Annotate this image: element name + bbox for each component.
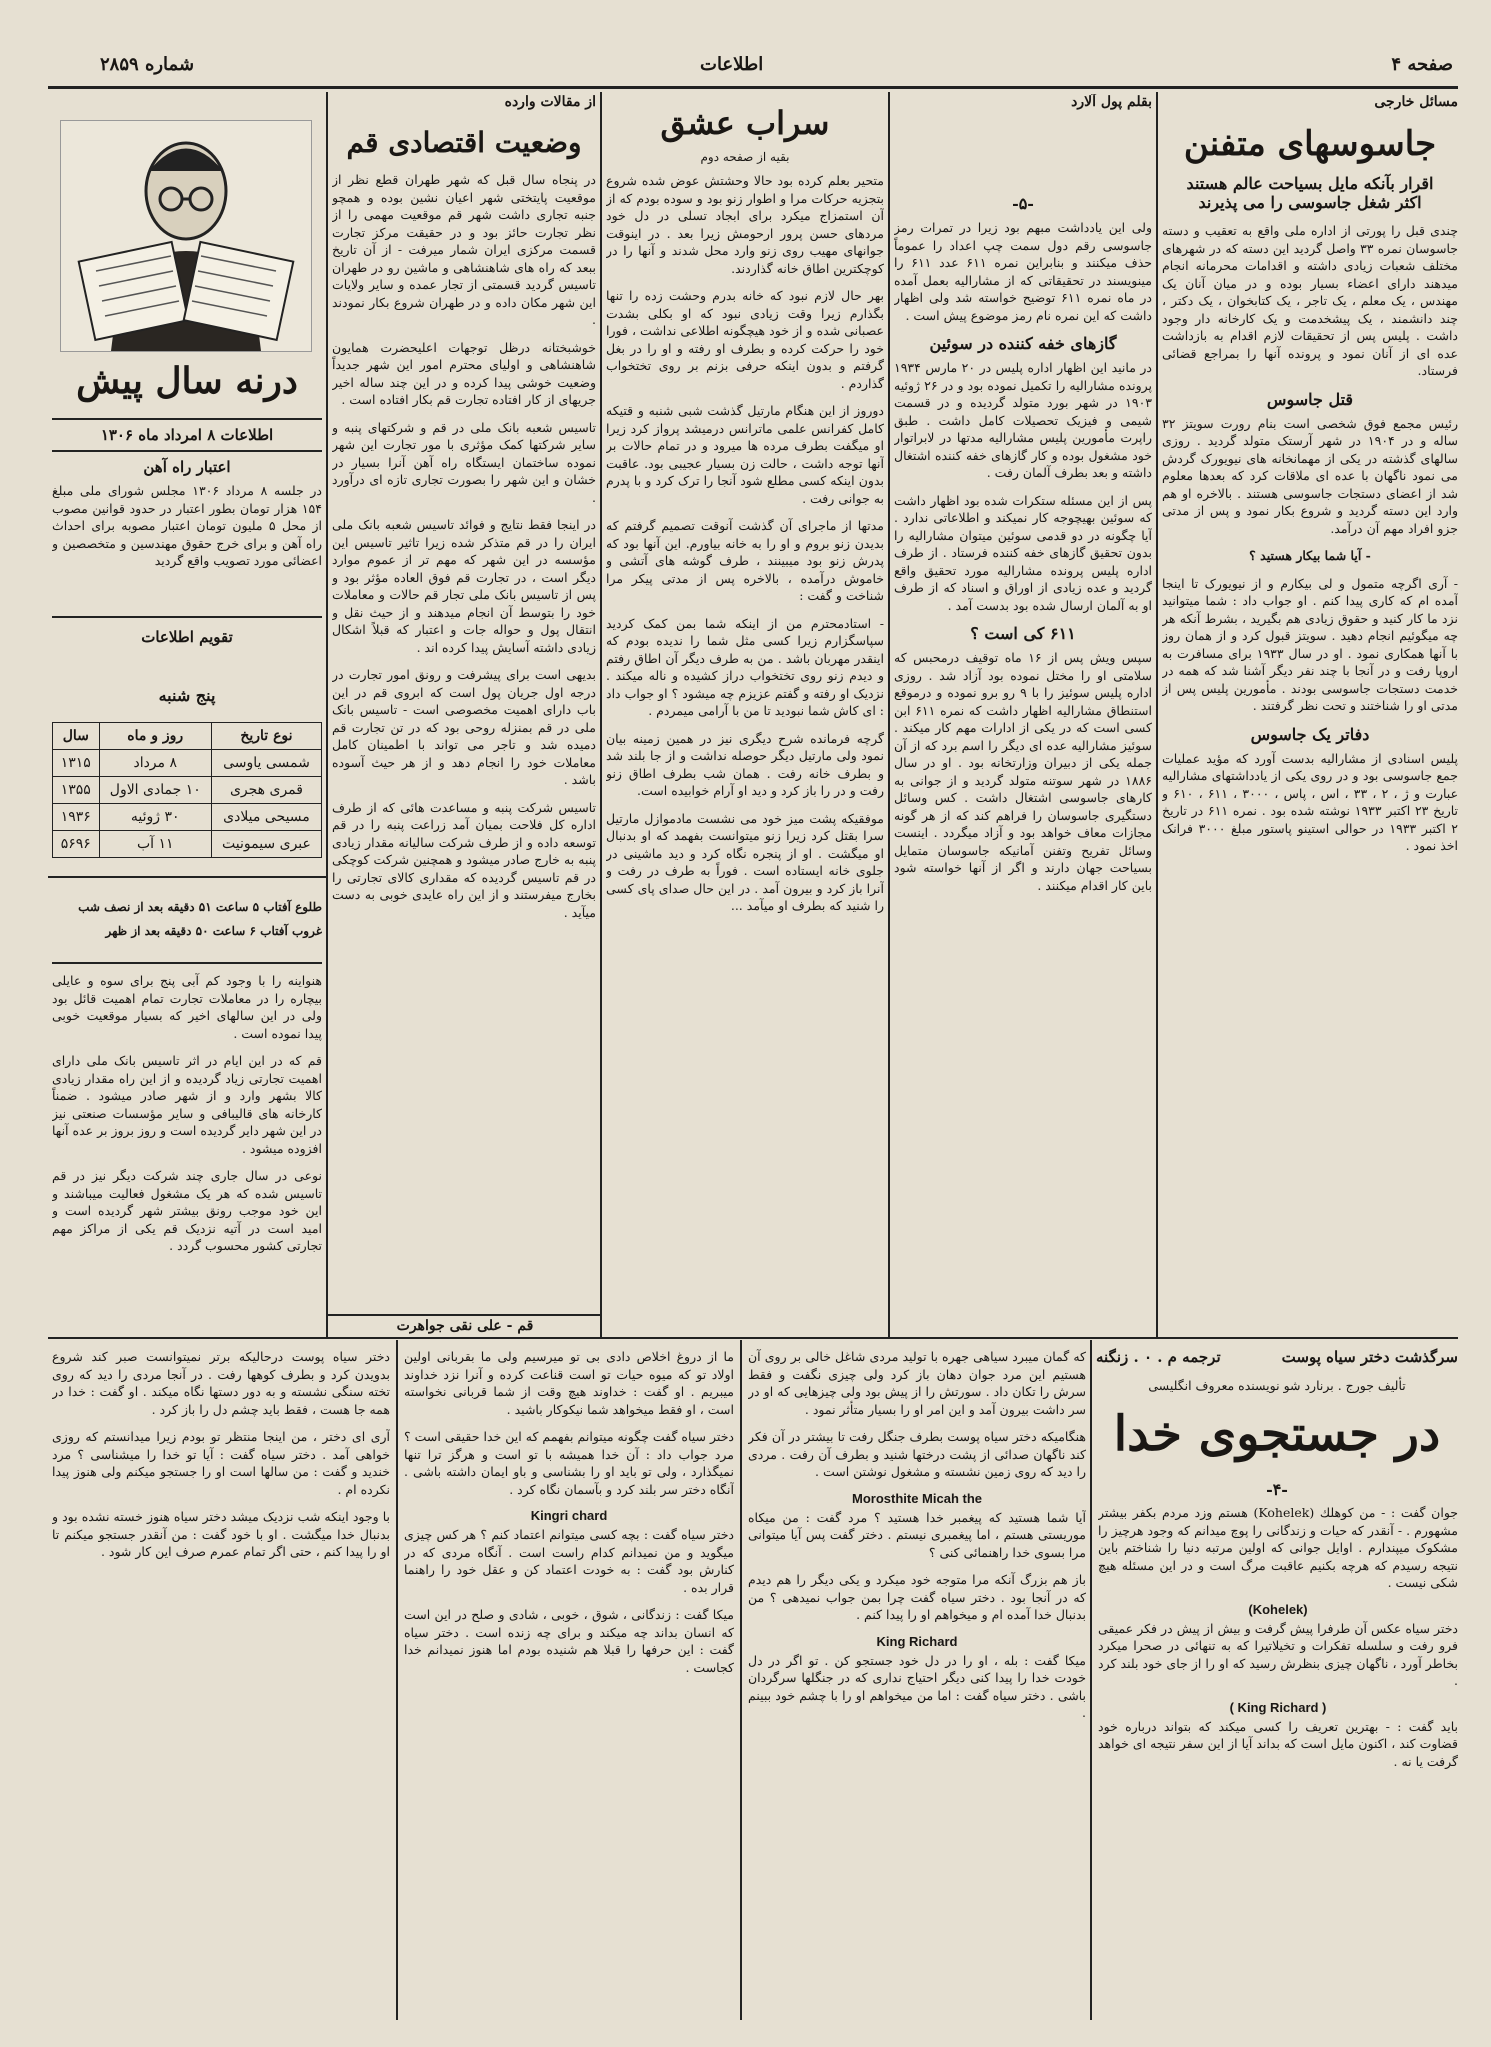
translator: ترجمه م . ۰ . زنگنه xyxy=(1096,1348,1221,1366)
paragraph: دختر سیاه گفت چگونه میتوانم بفهمم که این خدا حقیقی است ؟ مرد جواب داد : آن خدا همیشه با تو است و هرگز ترا تنها نمیگذارد ، ولی تو باید او را بشناسی و باو ایمان داشته باشی . آنگاه دختر سر بلند کرد و بآسمان نگاه کرد . xyxy=(404,1429,734,1497)
paragraph: که گمان میبرد سیاهی جهره با تولید مردی شاغل خالی بر روی آن هستیم این مرد جوان دهان باز کرد ولی چیزی نگفت و فقط سرش را تکان داد . سورتش را از پیش بود ولی چیزهایی که او در سر داشت بیرون آمد و این امر او را بسیار متأثر نمود . xyxy=(748,1349,1086,1417)
item-body xyxy=(52,482,322,612)
paragraph: بدیهی است برای پیشرفت و رونق امور تجارت در درجه اول جریان پول است که ابروی قم در این باب دارای اهمیت مخصوصی است - تاسیس بانک ملی در قم بمنزله روحی بود که در تن تجارت قم دمیده شد و تاجر می تواند با اطمینان کامل معاملات خود را انجام دهد و از هر حیث آسوده باشد . xyxy=(332,667,596,787)
table-cell: قمری هجری xyxy=(211,777,321,804)
table-cell: شمسی یاوسی xyxy=(211,750,321,777)
section-heading: قتل جاسوس xyxy=(1266,389,1354,409)
rule xyxy=(52,616,322,618)
sunset: غروب آفتاب ۶ ساعت ۵۰ دقیقه بعد از ظهر xyxy=(105,924,322,938)
paragraph: - آری اگرچه متمول و لی بیکارم و از نیویورک تا اینجا آمده ام که کاری پیدا کنم . او جواب داد : شما میتوانید نزد ما کار کنید و حقوق زیادی هم بگیرید ، بشرط آنکه هر چه میگوئیم انجام دهید . سویتز قبول کرد و از همان روز با آنها همکاری نمود . او در سال ۱۹۳۳ برای مسافرت به اروپا رفت و در آنجا با چند نفر دیگر آشنا شد که همه در خدمت دستجات جاسوسی بودند . مأمورین پلیس پس از مدتی او را شناختند و تحت نظر گرفتند . xyxy=(1162,575,1458,713)
serial-kicker-title: سرگذشت دختر سیاه پوست xyxy=(1281,1348,1458,1366)
paragraph: بهر حال لازم نبود که خانه بدرم وحشت زده را تنها بگذارم زیرا وقت زیادی نبود که او بکلی بشدت عصبانی شده و از خود هیچگونه اطلاعی نداشت ، فورا خود را حرکت کرده و بطرف او رفته و او را در بغل گرفتم و بدون اینکه حرفی بزنم بر روی تختخواب گذاردم . xyxy=(606,288,884,391)
section-heading: ۶۱۱ کی است ؟ xyxy=(970,624,1076,643)
paragraph: میکا گفت : زندگانی ، شوق ، خوبی ، شادی و صلح در این است که انسان بداند چه میکند و برای چه زنده است . دختر سیاه گفت : این حرفها را قبلا هم شنیده بودم اما هنوز نمیدانم خدا کجاست . xyxy=(404,1607,734,1675)
serial-col-1 xyxy=(1098,1504,1458,2018)
serial-col-4 xyxy=(52,1348,390,2018)
table-cell: ۱۰ جمادی الاول xyxy=(99,777,211,804)
paragraph: ما از دروغ اخلاص دادی بی تو میرسیم ولی ما بقربانی اولین اولاد تو که میوه حیات تو است قناعت کرده و آنرا نزد خداوند میبریم . او گفت : خداوند هیچ وقت از شما قربانی نخواسته است ، او فقط میخواهد شما نیکوکار باشید . xyxy=(404,1349,734,1417)
table-row xyxy=(53,831,322,858)
calendar-title: تقویم اطلاعات xyxy=(141,628,233,646)
rule xyxy=(52,962,322,964)
paragraph: جوان گفت : - من کوهلك (Kohelek) هستم وزد مردم بکفر بیشتر مشهورم . - آنقدر که حیات و زندگانی را پوچ میدانم که وجود هرچیز را مشکوک میپندارم . اوایل جوانی که اولین مرتبه دنیا را شناختم باین نتیجه رسیدم که هرچه بکنیم عاقبت مرگ است و در این مسئله هیچ شکی نیست . xyxy=(1098,1505,1458,1590)
paragraph: سپس ویش پس از ۱۶ ماه توقیف درمحبس که سلامتی او را مختل نموده بود آزاد شد . روزی اداره پلیس سوئیز را با ۹ رو برو نموده و درموقع استنطاق مشارالیه اظهار داشت که نمره ۶۱۱ ابن کسی است که در یکی از ادارات مهم کار میکند . سوئیز مشارالیه عده ای دیگر را اسم برد که از آن جمله یکی از دبیران وزارتخانه بود . او در سال ۱۸۸۶ در شهر سوتنه متولد گردید و از جوانی به کارهای جاسوسی اشتغال داشت . کس وسائل دستگیری جاسوسان را فراهم کند که از هر گونه مجازات معاف خواهد بود و آزاد میگردد . اینست وسائل تفریح وتفنن آمانیکه جاسوسان متمایل بسیاحت جهان دارند و اگر از آنها خواسته شود باین کار اقدام میکنند . xyxy=(894,650,1152,893)
article-spies xyxy=(1162,94,1458,1334)
table-row xyxy=(53,804,322,831)
rule xyxy=(52,450,322,452)
paragraph: دختر سیاه گفت : بچه کسی میتوانم اعتماد کنم ؟ هر کس چیزی میگوید و من نمیدانم کدام راست است . آنگاه مردی که در کنارش بود گفت : به خودت اعتماد کن و عقل خود را راهنما قرار بده . xyxy=(404,1527,734,1595)
section-rule xyxy=(328,1314,600,1316)
paragraph: موفقیکه پشت میز خود می نشست مادموازل مارتیل سرا بقتل کرد زیرا زنو میتوانست بفهمد که او بدنبال او میگشت . او از پنجره نگاه کرد و دید ماشینی در جلوی خانه ایستاده است . فوراً به طرف در رفت و آنرا باز کرد و بیرون آمد . در این حال صدای پای کسی را شنید که بطرف او میآمد ... xyxy=(606,810,884,913)
column-rule xyxy=(600,92,602,1337)
item-title: اعتبار راه آهن xyxy=(143,458,231,476)
paragraph: آری ای دختر ، من اینجا منتظر تو بودم زیرا میدانستم که روزی خواهی آمد . دختر سیاه گفت : آیا تو خدا را میشناسی ؟ مرد خندید و گفت : من سالها است او را جستجو میکنم ولی هنوز پیدا نکرده ام . xyxy=(52,1429,390,1497)
issue-number: شماره ۲۸۵۹ xyxy=(100,54,195,75)
serial-col-3 xyxy=(404,1348,734,2018)
english-name: King Richard xyxy=(876,1633,958,1649)
byline: بقلم پول آلارد xyxy=(1071,94,1152,110)
section-rule xyxy=(48,876,326,878)
paragraph: تاسیس شعبه بانک ملی در قم و شرکتهای پنبه و سایر شرکتها کمک مؤثری با مور تجارت این شهر نموده ساختمان ایستگاه راه آهن آنرا بسیار در خشان و این شهر را بصورت تجاری تازه ای درآورد . xyxy=(332,419,596,505)
column-rule xyxy=(740,1340,742,2020)
serial-kicker xyxy=(1096,1348,1458,1366)
paragraph: ولی این یادداشت مبهم بود زیرا در تمرات رمز جاسوسی رقم دول سمت چپ اعداد را عموماً حذف میکنند و بنابراین نمره ۶۱۱ عدد ۶۱۱ را مینویسند در تحقیقاتی که از مشارالیه بعمل آمده در ماه نمره ۶۱۱ توضیح خواسته شد ولی اظهار داشت که این نمره نام رمز موضوع پیش است . xyxy=(894,220,1152,323)
table-cell: مسیحی میلادی xyxy=(211,804,321,831)
table-cell: ۱۹۳۶ xyxy=(53,804,100,831)
paragraph: قم که در این ایام در اثر تاسیس بانک ملی دارای اهمیت تجارتی زیاد گردیده و از این راه مقدار زیادی کالا بشهر وارد و از شهر صادر میشود . ضمناً کارخانه های قالیبافی و سایر مؤسسات صنعتی نیز در این شهر دایر گردیده است و روز بروز بر عده آنها افزوده میشود . xyxy=(52,1053,322,1156)
article-spies-continued xyxy=(894,94,1152,1334)
column-rule xyxy=(1156,92,1158,1337)
part-marker: -۴- xyxy=(1266,1480,1288,1499)
sunrise: طلوع آفتاب ۵ ساعت ۵۱ دقیقه بعد از نصف شب xyxy=(78,900,322,914)
table-cell: ۱۳۵۵ xyxy=(53,777,100,804)
calendar-header: روز و ماه xyxy=(99,723,211,750)
headline: جاسوسهای متفنن xyxy=(1183,124,1437,164)
paragraph: باید گفت : - بهترین تعریف را کسی میکند که بتواند درباره خود قضاوت کند ، اکنون مایل است که بداند آیا از این سفر نتیجه ای خواهد گرفت یا نه . xyxy=(1098,1718,1458,1769)
paragraph: پلیس اسنادی از مشارالیه بدست آورد که مؤید عملیات جمع جاسوسی بود و در روی یکی از یادداشتهای مشارالیه عبارت و ژ ، ۲ ، ۳۳ ، اس ، پاس ، ۳۰۰۰ ، ۶۱۱ ، ۶۱۰ و تاریخ ۲۳ اکتبر ۱۹۳۳ نوشته شده بود . نمره ۶۱۱ در تاریخ ۲ اکتبر ۱۹۳۳ در حوالی استینو پاستور مبلغ ۳۰۰۰ فرانک اخذ نمود . xyxy=(1162,750,1458,853)
serial-col-2 xyxy=(748,1348,1086,2018)
table-row xyxy=(53,750,322,777)
part-marker: -۵- xyxy=(1012,194,1034,213)
paragraph: - استادمحترم من از اینکه شما بمن کمک کردید سپاسگزارم زیرا کسی مثل شما را ندیده بودم که اینقدر مهربان باشد . من به طرف دیگر آن اطاق رفتم و دیدم زنو روی تختخواب دراز کشیده و ناله میکند . نزدیک او رفته و گفتم عزیزم چه میشود ؟ او جواب داد : ای کاش شما نبودید تا من با آرامی میمردم . xyxy=(606,615,884,718)
paragraph: چندی قبل را پورتی از اداره ملی واقع به تعقیب و دسته جاسوسان نمره ۳۳ واصل گردید این دسته که در شهرهای مختلف شعبات زیادی داشته و اقدامات محرمانه انجام میدهند دارای اعضاء بسیار بوده و در میان آنان یک مهندس ، یک معلم ، یک تاجر ، یک کتابخوان ، یک دکتر ، چند دانشمند ، یک پیشخدمت و یک کارخانه دار وجود داشت . پلیس پس از تحقیقات لازم اقدام به بازداشت عده ای از آنان نمود و پرونده آنها را بمراجع قضائی فرستاد. xyxy=(1162,223,1458,378)
headline: وضعیت اقتصادی قم xyxy=(346,126,582,159)
continued-note: بقیه از صفحه دوم xyxy=(700,150,790,164)
qom-continued xyxy=(52,972,322,1334)
paragraph: با وجود اینکه شب نزدیک میشد دختر سیاه هنوز خسته نشده بود و بدنبال خدا میگشت . او با خود گفت : من آنقدر جستجو میکنم تا او را پیدا کنم ، حتی اگر تمام عمرم صرف این کار شود . xyxy=(52,1509,390,1559)
paragraph: میکا گفت : بله ، او را در دل خود جستجو کن . تو اگر در دل خودت خدا را پیدا کنی دیگر احتیاج نداری که در جنگلها سرگردان باشی . دختر سیاه گفت : اما من میخواهم او را با چشم خود ببینم . xyxy=(748,1652,1086,1720)
paragraph: - آیا شما بیکار هستید ؟ xyxy=(1249,548,1371,563)
calendar-day: پنج شنبه xyxy=(158,686,216,705)
masthead-rule xyxy=(48,86,1458,89)
calendar-table xyxy=(52,722,322,858)
english-name: Morosthite Micah the xyxy=(851,1490,982,1506)
paper-name: اطلاعات xyxy=(700,54,764,75)
english-name: (Kohelek) xyxy=(1248,1601,1308,1617)
subhead: اکثر شغل جاسوسی را می پذیرند xyxy=(1198,193,1422,212)
paragraph: در پنجاه سال قبل که شهر طهران قطع نظر از موقعیت پایتختی شهر اعیان نشین بوده و همچو جنبه تجاری داشت شهر قم موقعیت مهمی را از نظر تجارت حائز بود و در حقیقت مرکز تجارت قسمت مرکزی ایران شمار میرفت - از آن تاریخ ببعد که راه های شاهنشاهی و ماشین رو در طهران تاسیس گردید قسمتی از تجار عمده و سایر ولایات این شهر مکان داده و در طهران شروع بکار نمودند . xyxy=(332,172,596,327)
headline: سراب عشق xyxy=(660,104,830,142)
table-cell: ۱۳۱۵ xyxy=(53,750,100,777)
paragraph: باز هم بزرگ آنکه مرا متوجه خود میکرد و یکی دیگر را هم دیدم که در آنجا بود . دختر سیاه گفت چرا بمن جواب نمیدهی ؟ من بدنبال خدا آمده ام و میخواهم او را پیدا کنم . xyxy=(748,1572,1086,1622)
paragraph: خوشبختانه درظل توجهات اعلیحضرت همایون شاهنشاهی و اولیای محترم امور این شهر جدیداً وضعیت خوشی پیدا کرده و در این چند ساله اخیر جریهای از کار افتاده تجارت قم بکار افتاده است . xyxy=(332,339,596,407)
english-name: Kingri chard xyxy=(530,1508,608,1523)
paragraph: آیا شما هستید که پیغمبر خدا هستید ؟ مرد گفت : من میکاه موریستی هستم ، اما پیغمبری نیستم . دختر گفت پس آیا میتوانی مرا بسوی خدا راهنمائی کنی ؟ xyxy=(748,1509,1086,1560)
dateline: اطلاعات ۸ امرداد ماه ۱۳۰۶ xyxy=(100,426,274,444)
reader-illustration xyxy=(60,120,312,352)
paragraph: متحیر بعلم کرده بود حالا وحشتش عوض شده شروع بتجزیه حرکات مرا و اطوار زنو بود و سوده بودم که از آن استمزاج میکرد برای ابجاد تسلی در دل خود مردهای حسن پرور ارحومش زیرا بعد . در اینوقت جوانهای مهیب روی زنو وارد محل شدند و آنها را در کوچکترین اطاق خانه گذاردند. xyxy=(606,173,884,276)
article-qom-economy xyxy=(332,94,596,1312)
paragraph: تاسیس شرکت پنبه و مساعدت هائی که از طرف اداره کل فلاحت بمیان آمد زراعت پنبه را در قم توسعه داده و از طرف شرکت سالیانه مقدار زیادی پنبه به خارج صادر میشود و همچنین شرکت کوچکی در قم تاسیس گردیده که مقداری کالای تجارتی را بخارج میفرستند و از این راه عایدی خوبی به دست میآید . xyxy=(332,799,596,920)
rule xyxy=(52,418,322,420)
paragraph: هنواینه را با وجود کم آبی پنج برای سوه و عایلی بیچاره را در معاملات تجارت تمام اهمیت قائل بود ولی در این سالهای اخیر که بسیار موقعیت خوبی پیدا نموده است . xyxy=(52,973,322,1041)
column-rule xyxy=(1090,1340,1092,2020)
table-cell: ۸ مرداد xyxy=(99,750,211,777)
table-cell: ۵۶۹۶ xyxy=(53,831,100,858)
column-rule xyxy=(326,92,328,1337)
paragraph: هنگامیکه دختر سیاه پوست بطرف جنگل رفت تا بیشتر در آن فکر کند ناگهان صدائی از پشت درختها شنید و بطرف آن رفت . مردی را دید که روی زمین نشسته و مشغول نوشتن است . xyxy=(748,1429,1086,1479)
flashback-title: درنه سال پیش xyxy=(76,360,298,402)
article-mirage-of-love xyxy=(606,94,884,1334)
kicker: مسائل خارجی xyxy=(1374,94,1458,110)
column-rule xyxy=(888,92,890,1337)
author-line: تألیف جورج . برنارد شو نویسنده معروف انگلیسی xyxy=(1148,1378,1406,1393)
paragraph: مدتها از ماجرای آن گذشت آنوقت تصمیم گرفتم که بدیدن زنو بروم و او را به خانه بیاورم. این آنها بود که پدرش زنو بود میبینند ، طرف گوشه های آتشی و خاموش درآمده ، بالاخره پس از مدتی پیکر مرا شناخت و گفت : xyxy=(606,518,884,603)
calendar-header: سال xyxy=(53,723,100,750)
signature: قم - علی نقی جواهرت xyxy=(396,1318,534,1334)
paragraph: در اینجا فقط نتایج و فوائد تاسیس شعبه بانک ملی ایران را در قم متذکر شده زیرا تاثیر تاسیس این مؤسسه در این شهر که مهم تر از عموم موارد دیگر است ، در تجارت قم فوق العاده مؤثر بود و پس از تاسیس بانک ملی تجار قم حالات و معاملات خود را بتوسط آن انجام میدهند و از حیث نقل و انتقال پول و حواله جات و اعتبار که قبلاً اشکال زیادی داشته آسایش پیدا کرده اند . xyxy=(332,517,596,655)
table-cell: ۳۰ ژوئیه xyxy=(99,804,211,831)
section-heading: دفاتر یک جاسوس xyxy=(1250,724,1370,744)
table-cell: عبری سیمونیت xyxy=(211,831,321,858)
english-name: ( King Richard ) xyxy=(1229,1699,1327,1715)
paragraph: دختر سیاه عکس آن طرفرا پیش گرفت و بیش از پیش در فکر عمیقی فرو رفت و سلسله تفکرات و تخیلاتیرا که به تنهائی در صحرا میکرد بخاطر آورد ، ناگهان چیزی بنظرش رسید که او را از جای خود بلند کرد . xyxy=(1098,1620,1458,1688)
page-number: صفحه ۴ xyxy=(1391,54,1453,75)
subhead: اقرار بآنکه مایل بسیاحت عالم هستند xyxy=(1186,174,1434,193)
serial-headline: در جستجوی خدا xyxy=(1113,1406,1441,1462)
section-rule xyxy=(48,1337,1458,1339)
paragraph: نوعی در سال جاری چند شرکت دیگر نیز در قم تاسیس شده که هر یک مشغول فعالیت میباشند و این خود موجب رونق بیشتر شهر گردیده است و امید است در آتیه نزدیک قم یکی از مراکز مهم تجارتی کشور محسوب گردد . xyxy=(52,1168,322,1253)
table-row xyxy=(53,777,322,804)
paragraph: دوروز از این هنگام مارتیل گذشت شبی شنبه و قتیکه کامل کفرانس علمی ماترانس درمیشد پرواز کرد زیرا او میگفت بطرف مرده ها میرود و در تمام حالات بر آنها توجه داشت ، حالت زن بسیار عجیبی بود. عاقبت بدون اینکه کسی مطلع شود آنجا را ترک کرد و با پدرم به جوانی رفت . xyxy=(606,403,884,506)
paragraph: دختر سیاه پوست درحالیکه برتر نمیتوانست صبر کند شروع بدویدن کرد و بطرف کوهها رفت . در آنجا مردی را دید که روی تخته سنگی نشسته و به دور دستها نگاه میکند . او گفت : خدا در همه جا هست ، فقط باید چشم دل را باز کرد . xyxy=(52,1349,390,1417)
paragraph: گرچه فرمانده شرح دیگری نیز در همین زمینه بیان نمود ولی مارتیل دیگر حوصله نداشت و از جا بلند شد و بطرف خانه رفت . همان شب بطرف اطاق زنو رفت و در را باز کرد و دید او آرام خوابیده است. xyxy=(606,730,884,798)
section-heading: گازهای خفه کننده در سوئین xyxy=(929,334,1117,353)
column-rule xyxy=(396,1340,398,2020)
paragraph: در مانید این اظهار اداره پلیس در ۲۰ مارس ۱۹۳۴ پرونده مشارالیه را تکمیل نموده بود و در ۲۶ ژوئیه ۱۹۰۳ در شهر بورد متولد گردیده و در قسمت شیمی و فیزیک تحصیلات کامل داشت . طبق راپرت مأمورین پلیس مشارالیه مدتها در لابراتوار خود مشغول بوده و کار گازهای خفه کننده اشتغال داشته و بعد بطرف آلمان رفت . xyxy=(894,360,1152,480)
paragraph: در جلسه ۸ مرداد ۱۳۰۶ مجلس شورای ملی مبلغ ۱۵۴ هزار تومان بطور اعتبار در حدود قوانین مصوب از محل ۵ ملیون تومان اعتبار مصوبه برای احداث راه آهن و برای خرج حقوق مهندسین و متخصصین و اعضائی مورد تصویب واقع گردید xyxy=(52,483,322,568)
kicker: از مقالات وارده xyxy=(504,94,596,110)
paragraph: رئیس مجمع فوق شخصی است بنام رورت سویتز ۳۲ ساله و در ۱۹۰۴ در شهر آرستک متولد گردید . روزی سالهای گذشته در یکی از مهمانخانه های نیویورک گردش می نمود ناگهان با عده ای ملاقات کرد که بعدها معلوم شد از اعضای دستجات جاسوسی هستند . بالاخره او هم وارد این دسته گردید و شروع بکار نمود و پس از مدتی جزو افراد مهم آن درآمد. xyxy=(1162,415,1458,536)
table-cell: ۱۱ آب xyxy=(99,831,211,858)
calendar-header: نوع تاریخ xyxy=(211,723,321,750)
paragraph: پس از این مسئله ستکرات شده بود اظهار داشت که سوئین بهیچوجه کار نمیکند و اطلاعاتی ندارد . آیا چگونه در دو قدمی سوئین میتوان مشارالیه را بدون تحقیق گازهای خفه کننده فرستاد . از طرف اداره پلیس پرونده مشارالیه مورد تحقیق واقع گردید و عده زیادی از اوراق و اسناد که از طرف او به آلمان ارسال شده بود بدست آمد . xyxy=(894,492,1152,613)
